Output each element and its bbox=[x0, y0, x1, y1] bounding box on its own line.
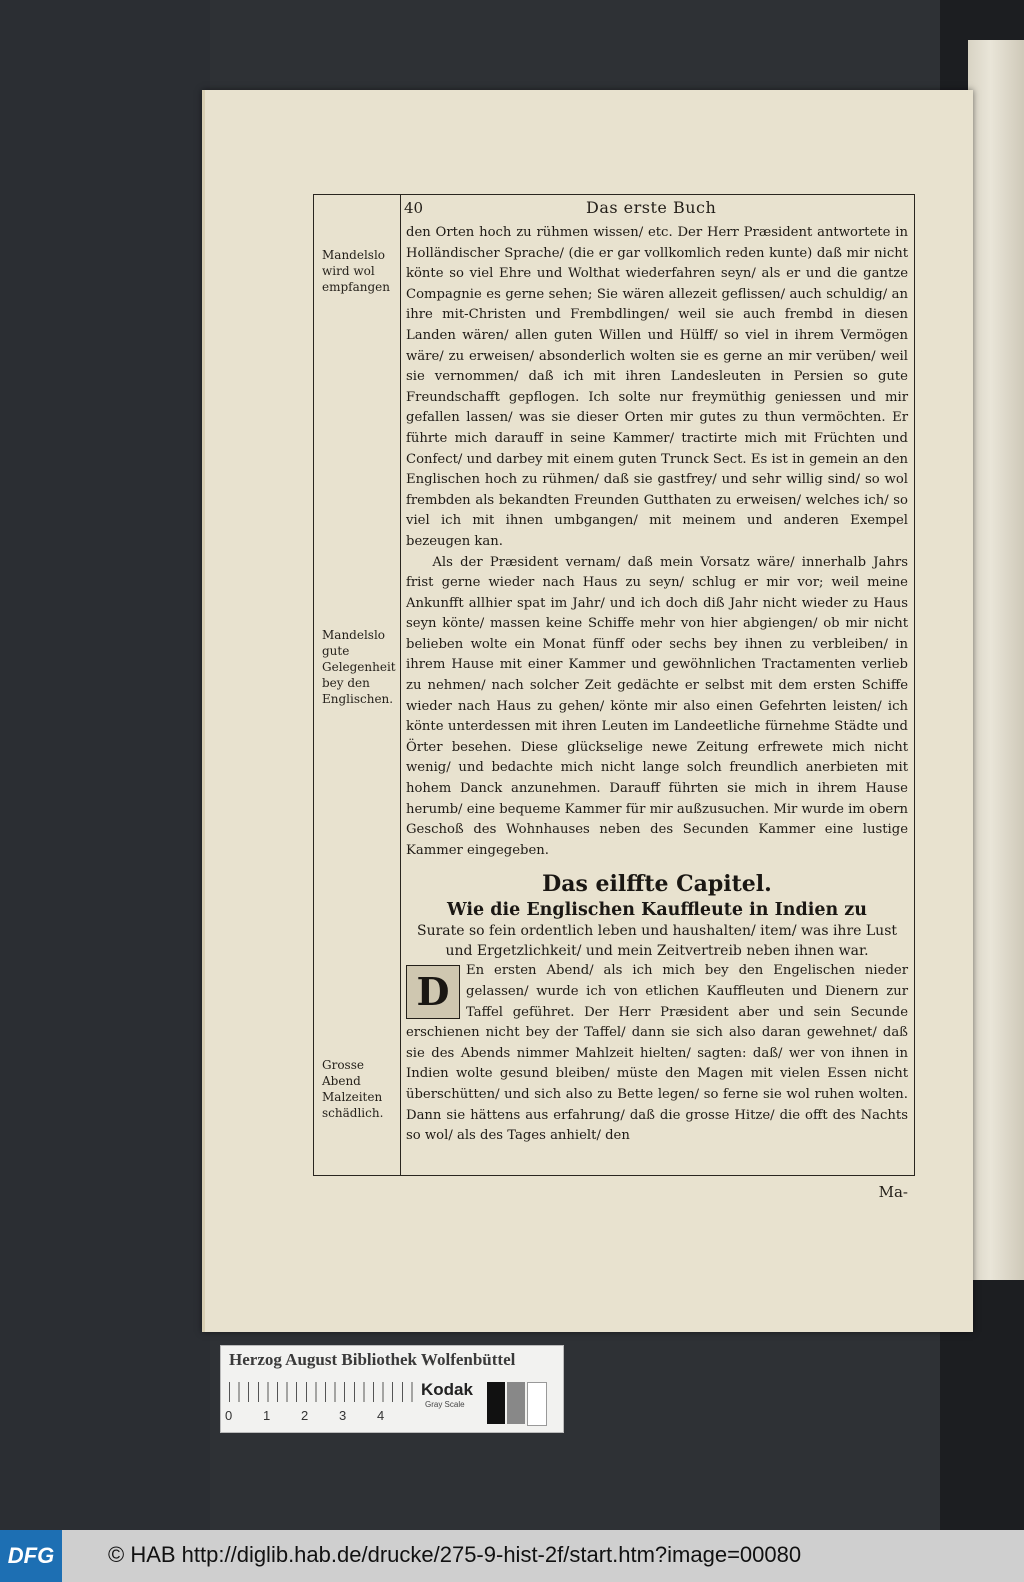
page-header bbox=[400, 195, 914, 221]
chapter-subheading: Surate so fein ordentlich leben und haushalten/ item/ was ihre Lust und Ergetzlichkeit/ und mein Zeitvertreib neben ihnen war. bbox=[416, 923, 898, 960]
chapter-heading: Wie die Englischen Kauffleute in Indien zu bbox=[447, 900, 867, 921]
kodak-brand: Kodak bbox=[421, 1380, 473, 1399]
page-number: 40 bbox=[404, 199, 424, 217]
next-page-edge bbox=[968, 40, 1024, 1280]
institution-label: Herzog August Bibliothek Wolfenbüttel bbox=[229, 1350, 516, 1369]
color-scale-ruler bbox=[220, 1345, 564, 1433]
gray-scale-label: Gray Scale bbox=[425, 1400, 465, 1409]
swatch-white bbox=[527, 1382, 547, 1426]
ruler-ticks bbox=[229, 1382, 421, 1402]
chapter-title: Das eilffte Capitel. bbox=[542, 871, 772, 898]
ruler-numbers bbox=[225, 1408, 415, 1423]
paragraph-2: Als der Præsident vernam/ daß mein Vorsatz wäre/ innerhalb Jahrs frist gerne wieder nach Haus zu seyn/ schlug er mir vor; weil meine Ankunfft allhier spat im Jahr/ und ich doch diß Jahr nicht wieder zu Haus seyn könte/ massen keine Schiffe mehr von hier abgiengen/ ob mir nicht belieben wolte ein Monat fünff oder sechs bey ihnen zu verbleiben/ in ihrem Hause mit einer Kammer und gewöhnlichen Tractamenten verlieb zu nehmen/ nach solcher Zeit gedächte er selbst mit dem ersten Schiffe wieder nach Haus zu gehen/ könte mir also einen Gefehrten leisten/ ich könte unterdessen mit ihren Leuten im Landeetliche fürnehme Städte und Örter besehen. Diese glückselige newe Zeitung erfrewete mich nicht wenig/ und bedachte mich nicht lange solch freundlich anerbieten mit hohem Danck anzunehmen. Darauff führten sie mich in ihrem Hause herumb/ eine bequeme Kammer für mir außzusuchen. Mir wurde im obern Geschoß des Wohnhauses neben des Secunden Kammer eine lustige Kammer eingegeben. bbox=[406, 554, 908, 858]
scanner-background-left bbox=[0, 0, 210, 1530]
swatch-gray bbox=[507, 1382, 525, 1424]
footer-credit-link[interactable]: © HAB http://diglib.hab.de/drucke/275-9-hist-2f/start.htm?image=00080 bbox=[108, 1542, 802, 1567]
book-page bbox=[202, 90, 973, 1332]
margin-gloss-3: Grosse Abend Malzeiten schädlich. bbox=[322, 1058, 384, 1120]
paragraph-3-text: En ersten Abend/ als ich mich bey den Engelischen nieder gelassen/ wurde ich von etlichen Kauffleuten und Dienern zur Taffel geführet. Der Herr Præsident aber und sein Secunde erschienen nicht bey der Taffel/ dann sie sich also daran gewehnet/ daß sie des Abends nimmer Mahlzeit hielten/ sagten: daß/ wer von ihnen in Indien wolte gesund bleiben/ müste den Magen mit vielen Essen nicht überschütten/ und sich also zu Bette legen/ so ferne sie wol ruhen wolten. Dann sie hättens aus erfahrung/ daß die grosse Hitze/ die offt des Nachts so wol/ als des Tages anhielt/ den bbox=[406, 963, 908, 1144]
swatch-black bbox=[487, 1382, 505, 1424]
margin-gloss-1: Mandelslo wird wol empfangen bbox=[322, 248, 390, 294]
main-text bbox=[406, 223, 908, 1147]
drop-cap-initial: D bbox=[406, 965, 460, 1019]
catchword: Ma- bbox=[878, 1183, 908, 1201]
ruler-number: 3 bbox=[339, 1408, 347, 1423]
margin-gloss-2: Mandelslo gute Gelegenheit bey den Englischen. bbox=[322, 628, 396, 706]
paragraph-3 bbox=[406, 961, 908, 1146]
running-head: Das erste Buch bbox=[586, 198, 717, 217]
ruler-number: 2 bbox=[301, 1408, 309, 1423]
text-frame bbox=[313, 194, 915, 1201]
paragraph-1: den Orten hoch zu rühmen wissen/ etc. Der Herr Præsident antwortete in Holländischer Sprache/ (die er gar vollkomlich reden kunte) daß mir nicht könte so viel Ehre und Wolthat wiederfahren seyn/ als er und die gantze Compagnie es gerne sehen; Sie wären allezeit geflissen/ auch schuldig/ an ihre mit-Christen und Frembdlingen/ weil sie auch frembd in diesen Landen wären/ allen guten Willen und Hülff/ so viel in ihrem Vermögen wäre/ zu erweisen/ absonderlich wolten sie es gerne an mir verüben/ weil sie vernommen/ daß ich mit ihren Landesleuten in Persien so gute Freundschafft gepflogen. Ich solte nur freymüthig geniessen und mir gefallen lassen/ was sie dieser Orten mir gutes zu thun vermöchten. Er führte mich darauff in seine Kammer/ tractirte mich mit Früchten und Confect/ und darbey mit einem guten Trunck Sect. Es ist in gemein an den Englischen hoch zu rühmen/ daß sie gastfrey/ und sehr willig sind/ so wol frembden als bekandten Freunden Gutthaten zu erweisen/ welches ich/ so viel ich mit ihnen umbgangen/ mit meinem und anderen Exempel bezeugen kan. bbox=[406, 225, 908, 549]
ruler-number: 4 bbox=[377, 1408, 385, 1423]
dfg-logo: DFG bbox=[0, 1530, 62, 1582]
margin-column bbox=[314, 195, 401, 1175]
footer-bar bbox=[0, 1530, 1024, 1582]
ruler-number: 1 bbox=[263, 1408, 271, 1423]
ruler-number: 0 bbox=[225, 1408, 233, 1423]
